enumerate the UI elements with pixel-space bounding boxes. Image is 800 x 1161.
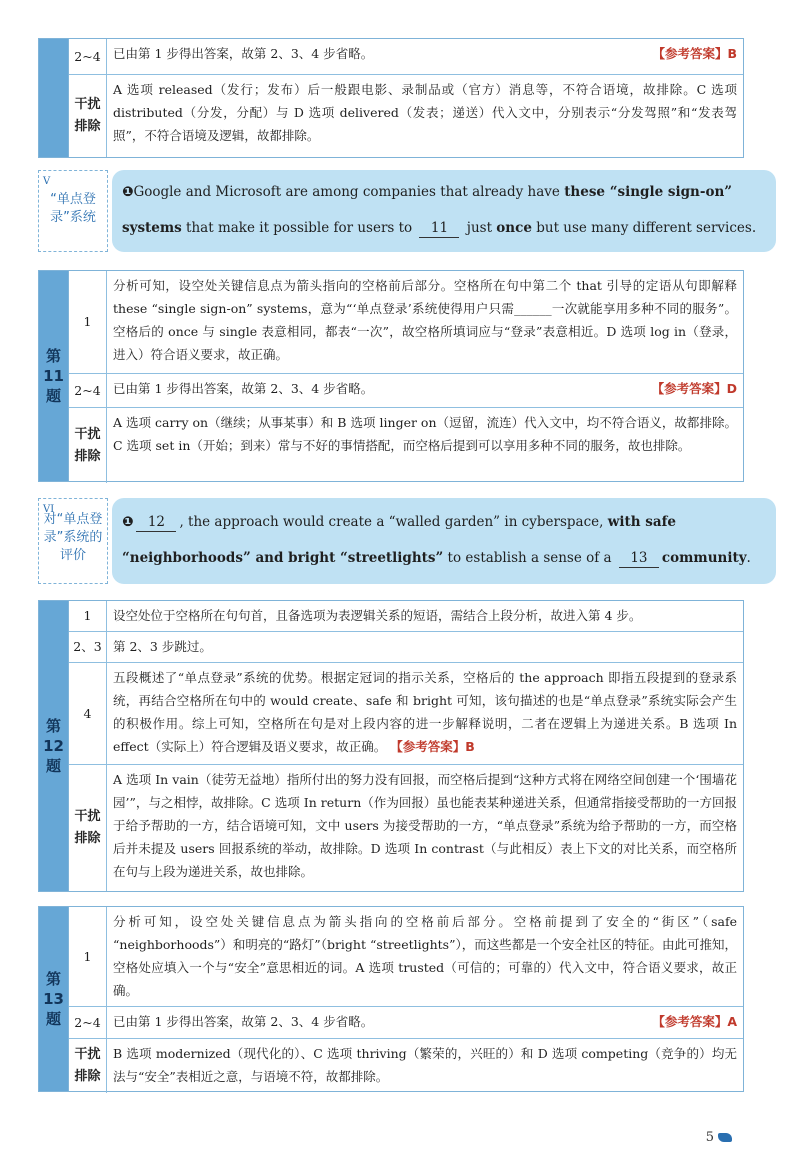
key-phrase: with safe “neighborhoods” and bright “streetlights” (122, 514, 676, 566)
step-row (69, 601, 743, 632)
blank-13: 13 (619, 549, 659, 568)
answer-key: 【参考答案】A (652, 1014, 737, 1029)
step-number: 1 (69, 601, 107, 631)
question-label: 第11题 (39, 271, 69, 481)
distractor-row (69, 408, 743, 483)
step-text: 五段概述了“单点登录”系统的优势。根据定冠词的指示关系，空格后的 the approach 即指五段提到的登录系统，再结合空格所在句中的 would create、safe 和 bright 可知，该句描述的也是“单点登录”系统实际会产生的积极作用。综上可知，空格所在句是对上段内容的进一步解释说明，二者在逻辑上为递进关系。B 选项 In effect（实际上）符合逻辑及语义要求，故正确。 【参考答案】B (113, 670, 737, 754)
distractor-label: 干扰排除 (69, 75, 107, 157)
step-text: 【参考答案】D 已由第 1 步得出答案，故第 2、3、4 步省略。 (107, 374, 743, 407)
section-vi-label (38, 498, 108, 584)
blank-11: 11 (419, 219, 459, 238)
distractor-label: 干扰排除 (69, 408, 107, 483)
distractor-text: A 选项 In vain（徒劳无益地）指所付出的努力没有回报，而空格后提到“这种方式将在网络空间创建一个‘围墙花园’”，与之相悖，故排除。C 选项 In return（作为回报）虽也能表某种递进关系，但通常指接受帮助的一方回报于给予帮助的一方，结合语境可知，文中 users 为接受帮助的一方，“单点登录”系统为给予帮助的一方，而空格后并未提及 users 回报系统的举动，故排除。D 选项 In contrast（与此相反）表上下文的对比关系，而空格所在句与上段为递进关系，故也排除。 (113, 772, 737, 879)
step-number: 1 (69, 271, 107, 373)
section-title: “单点登录”系统 (50, 192, 96, 225)
answer-key: 【参考答案】B (390, 739, 475, 754)
step-text: 第 2、3 步跳过。 (113, 639, 212, 654)
step-row (69, 632, 743, 663)
distractor-label: 干扰排除 (69, 765, 107, 891)
distractor-row (69, 75, 743, 157)
step-text: 【参考答案】B 已由第 1 步得出答案，故第 2、3、4 步省略。 (107, 39, 743, 74)
key-phrase: these “single sign-on” systems (122, 184, 733, 236)
page-number: 5 (706, 1130, 732, 1145)
distractor-label: 干扰排除 (69, 1039, 107, 1093)
step-number: 1 (69, 907, 107, 1006)
distractor-text: A 选项 carry on（继续；从事某事）和 B 选项 linger on（逗留，流连）代入文中，均不符合语义，故都排除。C 选项 set in（开始；到来）常与不好的事情搭配，而空格后提到可以享用多种不同的服务，故也排除。 (113, 415, 737, 453)
distractor-row (69, 1039, 743, 1093)
step-text: 设空处位于空格所在句句首，且备选项为表逻辑关系的短语，需结合上段分析，故进入第 4 步。 (113, 608, 642, 623)
key-word: once (496, 220, 532, 236)
question-13-block (38, 906, 744, 1092)
step-row (69, 374, 743, 408)
sentence-marker-icon: ❶ (122, 514, 134, 530)
step-text: 分析可知，设空处关键信息点为箭头指向的空格前后部分。空格所在句中第二个 that 引导的定语从句即解释 these “single sign-on” systems，意为“‘单点登录’系统使得用户只需______一次就能享用多种不同的服务”。空格后的 once 与 single 表意相同，都表“一次”，故空格所填词应与“登录”表意相近。D 选项 log in（登录，进入）符合语义要求，故正确。 (113, 278, 737, 362)
step-text: 分析可知，设空处关键信息点为箭头指向的空格前后部分。空格前提到了安全的“街区”（safe “neighborhoods”）和明亮的“路灯”（bright “streetlights”），而这些都是一个安全社区的特征。由此可推知，空格处应填入一个与“安全”意思相近的词。A 选项 trusted（可信的；可靠的）代入文中，符合语义要求，故正确。 (113, 914, 737, 998)
key-word: community (661, 550, 747, 566)
distractor-text: B 选项 modernized（现代化的）、C 选项 thriving（繁荣的，兴旺的）和 D 选项 competing（竞争的）均无法与“安全”表相近之意，与语境不符，故都排除。 (113, 1046, 737, 1084)
section-v-label (38, 170, 108, 252)
section-roman: VI (43, 504, 55, 515)
step-row (69, 663, 743, 765)
step-row (69, 39, 743, 75)
sentence-marker-icon: ❶ (122, 184, 134, 200)
question-label-bar (39, 39, 69, 157)
section-roman: V (43, 176, 51, 187)
book-icon (718, 1133, 732, 1142)
step-row (69, 1007, 743, 1039)
distractor-text: A 选项 released（发行；发布）后一般跟电影、录制品或（官方）消息等，不符合语境，故排除。C 选项 distributed（分发，分配）与 D 选项 delivered（发表；递送）代入文中，分别表示“分发驾照”和“发表驾照”，不符合语境及逻辑，故都排除。 (113, 82, 737, 143)
step-number: 4 (69, 663, 107, 764)
section-title: 对“单点登录”系统的评价 (43, 512, 103, 563)
question-12-block (38, 600, 744, 892)
step-row (69, 907, 743, 1007)
section-v-passage: ❶Google and Microsoft are among companies that already have these “single sign-on” systems that make it possible for users to 11 just once but use many different services. (112, 170, 776, 252)
step-text: 【参考答案】A 已由第 1 步得出答案，故第 2、3、4 步省略。 (107, 1007, 743, 1038)
step-row (69, 271, 743, 374)
question-11-block (38, 270, 744, 482)
blank-12: 12 (136, 513, 176, 532)
distractor-row (69, 765, 743, 891)
question-label: 第13题 (39, 907, 69, 1091)
step-number: 2、3 (69, 632, 107, 662)
question-10-continuation (38, 38, 744, 158)
answer-key: 【参考答案】B (652, 46, 737, 61)
step-number: 2~4 (69, 39, 107, 74)
question-label: 第12题 (39, 601, 69, 891)
answer-key: 【参考答案】D (651, 381, 737, 396)
step-number: 2~4 (69, 374, 107, 407)
step-number: 2~4 (69, 1007, 107, 1038)
section-vi-passage: ❶ 12 , the approach would create a “walled garden” in cyberspace, with safe “neighborhoods” and bright “streetlights” to establish a sense of a 13 community. (112, 498, 776, 584)
